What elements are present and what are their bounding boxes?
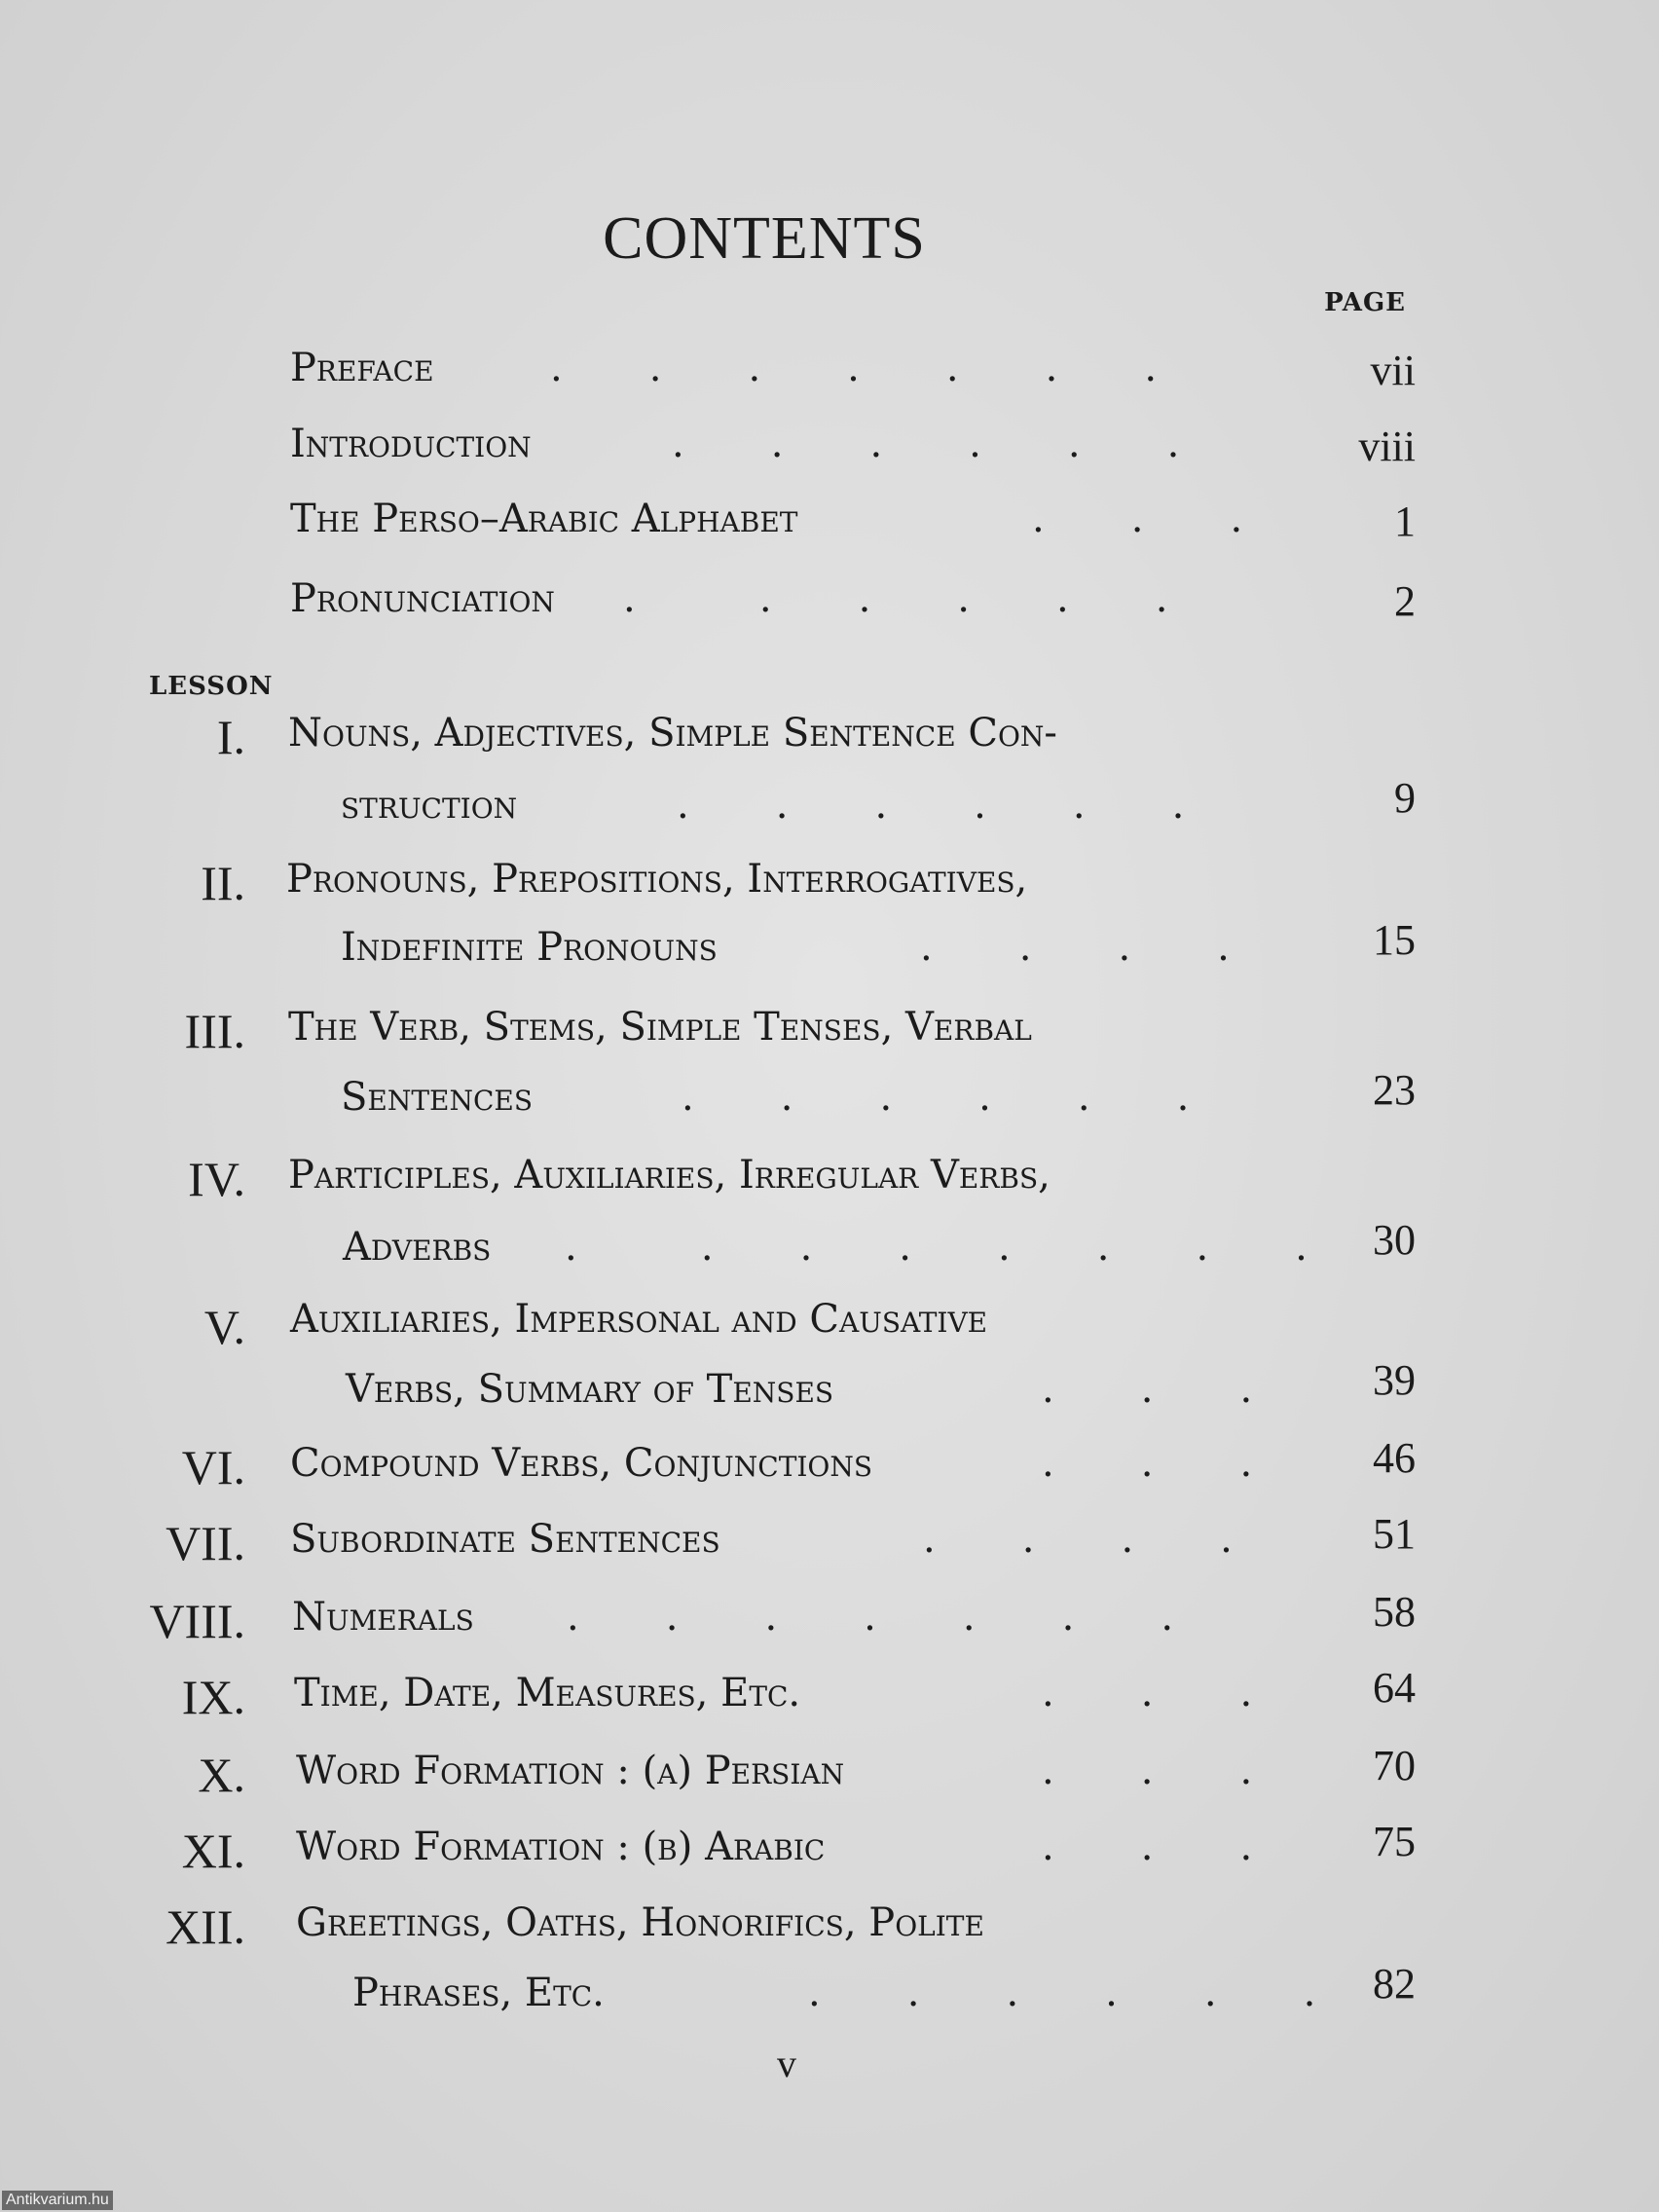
lesson-title-line-1: Auxiliaries, Impersonal and Causative [290,1297,988,1342]
lesson-column-heading: LESSON [149,672,274,701]
toc-page-number: 82 [1373,1960,1416,2008]
lesson-number: I. [216,710,245,764]
dot-leader: . . . [1032,497,1243,541]
toc-entry-title: The Perso–Arabic Alphabet [290,497,798,541]
dot-leader: . . . . . . [682,1075,1190,1120]
lesson-title-line-1: Nouns, Adjectives, Simple Sentence Con- [288,711,1057,756]
dot-leader: . . . . . . [808,1971,1316,2015]
lesson-title-line-1: Subordinate Sentences [290,1517,720,1562]
page-title: CONTENTS [603,205,926,272]
dot-leader: . . . . [923,1517,1233,1562]
lesson-title-line-2: Indefinite Pronouns [341,925,718,970]
lesson-title-line-1: Compound Verbs, Conjunctions [290,1441,873,1486]
lesson-title-line-2: Phrases, Etc. [352,1971,605,2015]
toc-page-number: 39 [1373,1356,1416,1404]
lesson-number: VI. [181,1440,245,1494]
lesson-title-line-1: The Verb, Stems, Simple Tenses, Verbal [288,1005,1032,1050]
page-folio: v [777,2042,796,2085]
lesson-title-line-1: Word Formation : (b) Arabic [296,1825,826,1869]
lesson-number: V. [203,1300,245,1354]
lesson-title-line-2: struction [341,783,518,828]
toc-page-number: 2 [1394,577,1416,625]
dot-leader: . . . [1042,1367,1253,1412]
dot-leader: . . . [1042,1671,1253,1715]
dot-leader: . . . [1042,1441,1253,1486]
toc-page-number: 51 [1373,1510,1416,1558]
dot-leader: . . . . . . [623,576,1168,621]
watermark: Antikvarium.hu [2,2191,113,2210]
dot-leader: . . . . . . [672,422,1180,466]
lesson-number: II. [201,856,245,910]
lesson-title-line-1: Greetings, Oaths, Honorifics, Polite [296,1900,984,1945]
toc-entry-title: Preface [290,346,434,390]
dot-leader: . . . . . . . [550,346,1158,390]
dot-leader: . . . . [920,925,1230,970]
dot-leader: . . . . . . . [567,1595,1174,1640]
lesson-number: IV. [188,1152,245,1206]
toc-page-number: 58 [1373,1588,1416,1636]
lesson-title-line-1: Participles, Auxiliaries, Irregular Verbs, [288,1153,1051,1198]
lesson-title-line-1: Pronouns, Prepositions, Interrogatives, [286,857,1028,902]
toc-page-number: 1 [1394,498,1416,545]
dot-leader: . . . . . . [677,783,1185,828]
toc-page-number: vii [1370,347,1416,394]
lesson-title-line-1: Word Formation : (a) Persian [296,1749,845,1793]
lesson-number: X. [198,1748,245,1802]
dot-leader: . . . . . . . . [565,1225,1308,1270]
lesson-title-line-2: Adverbs [343,1225,492,1270]
page-column-heading: PAGE [1324,288,1406,317]
lesson-number: IX. [181,1670,245,1724]
lesson-title-line-2: Sentences [341,1075,534,1120]
lesson-number: VII. [166,1516,245,1570]
lesson-title-line-1: Time, Date, Measures, Etc. [294,1671,801,1715]
toc-page-number: 70 [1373,1742,1416,1789]
toc-entry-title: Introduction [290,422,532,466]
dot-leader: . . . [1042,1825,1253,1869]
lesson-number: XII. [166,1899,245,1954]
toc-page-number: viii [1358,423,1416,470]
toc-page-number: 30 [1373,1216,1416,1264]
toc-page-number: 15 [1373,916,1416,964]
toc-page-number: 64 [1373,1664,1416,1712]
lesson-title-line-1: Numerals [292,1595,474,1640]
toc-page-number: 75 [1373,1818,1416,1865]
dot-leader: . . . [1042,1749,1253,1793]
lesson-number: VIII. [149,1594,245,1648]
lesson-number: III. [184,1004,245,1058]
toc-entry-title: Pronunciation [290,576,555,621]
lesson-title-line-2: Verbs, Summary of Tenses [346,1367,834,1412]
lesson-number: XI. [181,1824,245,1878]
toc-page-number: 46 [1373,1434,1416,1482]
toc-page-number: 9 [1394,774,1416,822]
toc-page-number: 23 [1373,1066,1416,1114]
